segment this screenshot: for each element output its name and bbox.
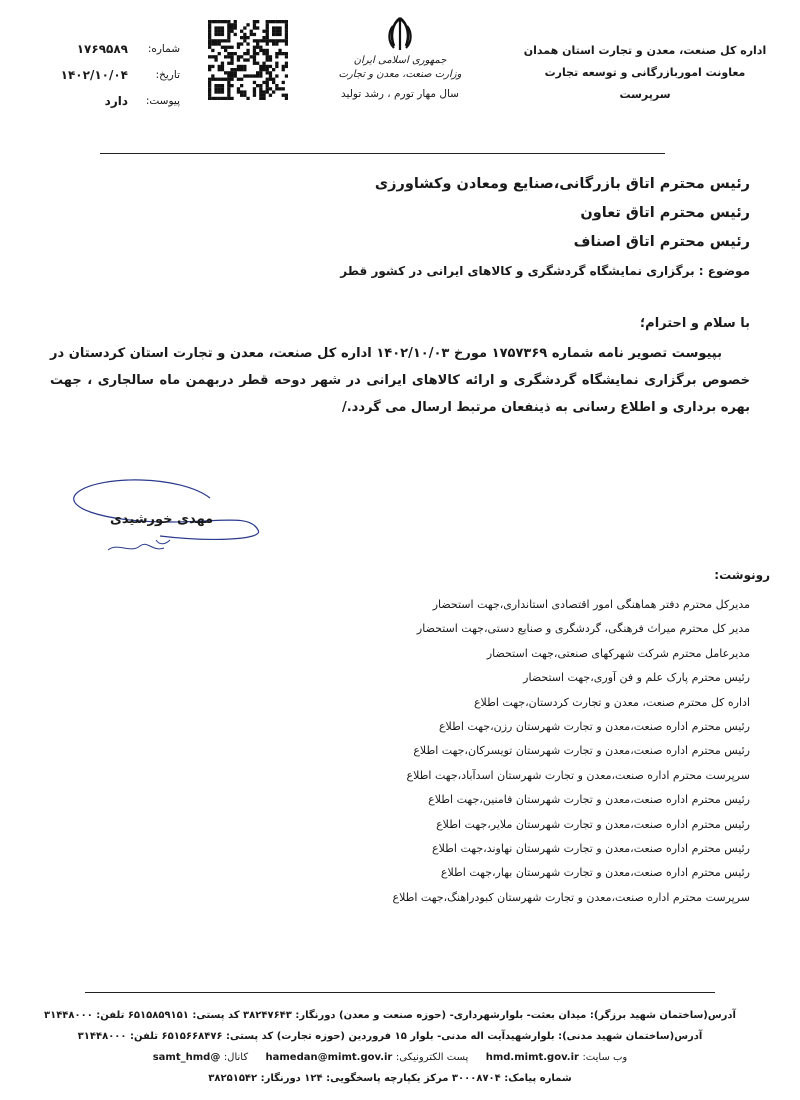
cc-item: سرپرست محترم اداره صنعت،معدن و تجارت شهرستان اسدآباد،جهت اطلاع xyxy=(406,768,750,782)
year-slogan: سال مهار تورم ، رشد تولید xyxy=(341,88,459,100)
cc-item: سرپرست محترم اداره صنعت،معدن و تجارت شهرستان کبودراهنگ،جهت اطلاع xyxy=(392,890,750,904)
email-link[interactable]: hamedan@mimt.gov.ir xyxy=(265,1052,393,1063)
footer-address-1: آدرس(ساختمان شهید برزگر): میدان بعثت- بلوارشهرداری- (حوزه صنعت و معدن) دورنگار: ۳۸۲۴۷۶۴۳ کد پستی: ۶۵۱۵۸۵۹۱۵۱ تلفن: ۳۱۴۴۸۰۰۰ xyxy=(44,1010,736,1021)
letter-body: بپیوست تصویر نامه شماره ۱۷۵۷۳۶۹ مورخ ۱۴۰۲/۱۰/۰۳ اداره کل صنعت، معدن و تجارت استان کردستان در خصوص برگزاری نمایشگاه گردشگری و ارائه کالاهای ایرانی در شهر دوحه قطر دربهمن ماه سالجاری ، جهت بهره برداری و اطلاع رسانی به ذینفعان مرتبط ارسال می گردد./ xyxy=(50,346,750,415)
attachment-value: دارد xyxy=(104,94,128,108)
salutation: با سلام و احترام؛ xyxy=(639,316,750,331)
cc-item: مدیرعامل محترم شرکت شهرکهای صنعتی،جهت استحضار xyxy=(486,646,750,660)
cc-item: رئیس محترم اداره صنعت،معدن و تجارت شهرستان نهاوند،جهت اطلاع xyxy=(432,841,750,855)
channel-label: کانال: xyxy=(223,1052,249,1063)
letter-number-label: شماره: xyxy=(147,43,180,55)
cc-item: رئیس محترم اداره صنعت،معدن و تجارت شهرستان تویسرکان،جهت اطلاع xyxy=(413,744,750,758)
email-label: پست الکترونیکی: xyxy=(395,1052,469,1063)
letter-subject: موضوع : برگزاری نمایشگاه گردشگری و کالاهای ایرانی در کشور قطر xyxy=(340,264,750,278)
channel-link[interactable]: @samt_hmd xyxy=(152,1052,221,1063)
website-label: وب سایت: xyxy=(582,1052,628,1063)
cc-item: رئیس محترم اداره صنعت،معدن و تجارت شهرستان بهار،جهت اطلاع xyxy=(440,866,750,880)
footer-contact xyxy=(40,1005,740,1089)
cc-item: مدیرکل محترم دفتر هماهنگی امور اقتصادی استانداری،جهت استحضار xyxy=(432,598,750,611)
cc-title: رونوشت: xyxy=(714,568,770,582)
letter-meta xyxy=(50,36,180,114)
recipient-line: رئیس محترم اتاق بازرگانی،صنایع ومعادن وکشاورزی xyxy=(374,176,750,192)
recipient-list xyxy=(250,170,750,257)
signer-name: مهدی خورشیدی xyxy=(110,512,214,527)
letter-date-value: ۱۴۰۲/۱۰/۰۴ xyxy=(60,68,128,82)
letter-number-value: ۱۷۶۹۵۸۹ xyxy=(76,42,128,56)
qr-code xyxy=(208,20,288,100)
letter-date-label: تاریخ: xyxy=(155,69,180,81)
footer-divider xyxy=(85,992,715,993)
attachment-label: پیوست: xyxy=(145,95,180,107)
cc-list xyxy=(250,593,750,910)
org-line-3: سرپرست xyxy=(619,88,671,101)
attachment-row xyxy=(50,88,180,114)
ministry-name-line: وزارت صنعت، معدن و تجارت xyxy=(338,69,462,80)
recipient-line: رئیس محترم اتاق تعاون xyxy=(580,205,750,221)
website-link[interactable]: hmd.mimt.gov.ir xyxy=(485,1052,579,1063)
organization-header xyxy=(520,40,770,106)
cc-item: اداره کل محترم صنعت، معدن و تجارت کردستان،جهت اطلاع xyxy=(473,695,750,709)
cc-item: رئیس محترم پارک علم و فن آوری،جهت استحضار xyxy=(523,671,750,685)
recipient-line: رئیس محترم اتاق اصناف xyxy=(573,234,750,250)
letter-date-row xyxy=(50,62,180,88)
org-line-1: اداره کل صنعت، معدن و تجارت استان همدان xyxy=(523,44,767,57)
ministry-country-line: جمهوری اسلامی ایران xyxy=(353,55,447,66)
cc-item: رئیس محترم اداره صنعت،معدن و تجارت شهرستان فامنین،جهت اطلاع xyxy=(428,793,750,807)
cc-item: مدیر کل محترم میراث فرهنگی، گردشگری و صنایع دستی،جهت استحضار xyxy=(416,622,750,636)
cc-item: رئیس محترم اداره صنعت،معدن و تجارت شهرستان رزن،جهت اطلاع xyxy=(438,719,750,733)
letter-number-row xyxy=(50,36,180,62)
ministry-emblem-block xyxy=(330,14,470,100)
iran-emblem-icon xyxy=(380,14,420,54)
footer-address-2: آدرس(ساختمان شهید مدنی): بلوارشهیدآیت اله مدنی- بلوار ۱۵ فروردین (حوزه تجارت) کد پستی: ۶۵۱۵۶۶۸۴۷۶ تلفن: ۳۱۴۴۸۰۰۰ xyxy=(77,1031,703,1042)
header-divider xyxy=(100,153,665,154)
cc-item: رئیس محترم اداره صنعت،معدن و تجارت شهرستان ملایر،جهت اطلاع xyxy=(436,817,750,831)
footer-phone-row: شماره پیامک: ۳۰۰۰۸۷۰۴ مرکز یکپارچه پاسخگویی: ۱۲۴ دورنگار: ۳۸۲۵۱۵۴۲ xyxy=(208,1073,572,1084)
footer-online-row xyxy=(40,1047,740,1068)
org-line-2: معاونت اموربازرگانی و توسعه تجارت xyxy=(544,66,746,79)
